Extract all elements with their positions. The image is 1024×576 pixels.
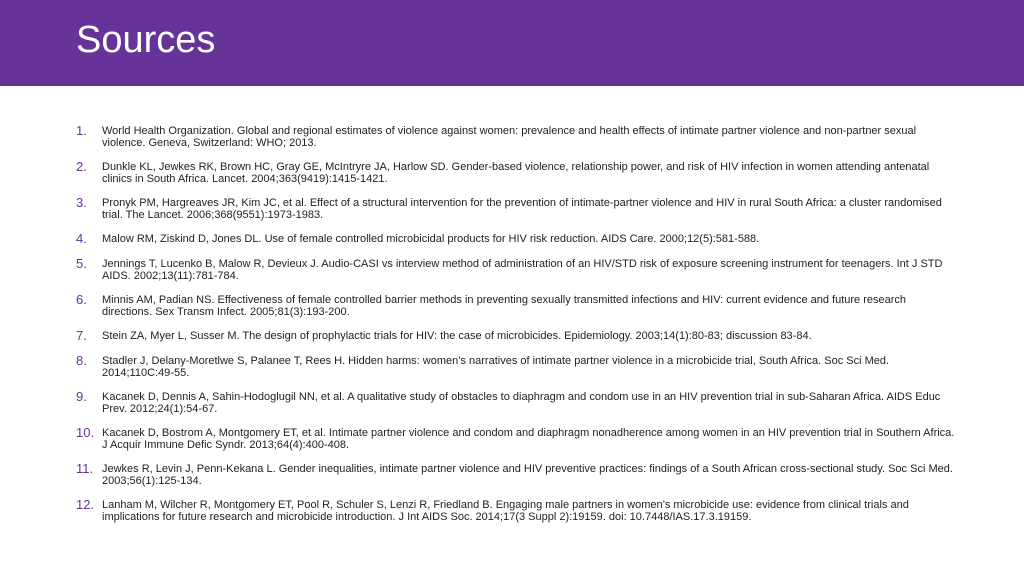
reference-item <box>76 327 956 343</box>
reference-text: Malow RM, Ziskind D, Jones DL. Use of female controlled microbicidal products for HIV risk reduction. AIDS Care. 2000;12(5):581-588. <box>102 233 760 245</box>
reference-text: World Health Organization. Global and regional estimates of violence against women: prevalence and health effects of intimate partner violence and non-partner sexual violence. Geneva, Switzerland: WHO; 2013. <box>102 125 917 149</box>
reference-text: Lanham M, Wilcher R, Montgomery ET, Pool R, Schuler S, Lenzi R, Friedland B. Engaging male partners in women’s microbicide use: evidence from clinical trials and implications for future research and microbicide introduction. J Int AIDS Soc. 2014;17(3 Suppl 2):19159. doi: 10.7448/IAS.17.3.19159. <box>102 499 909 523</box>
reference-text: Minnis AM, Padian NS. Effectiveness of female controlled barrier methods in preventing sexually transmitted infections and HIV: current evidence and future research directions. Sex Transm Infect. 2005;81(3):193-200. <box>102 294 907 318</box>
reference-item <box>76 388 956 415</box>
reference-number: 3. <box>76 195 87 210</box>
reference-item <box>76 460 956 487</box>
reference-number: 12. <box>76 497 95 512</box>
reference-item <box>76 255 956 282</box>
reference-list <box>76 122 956 532</box>
reference-text: Kacanek D, Bostrom A, Montgomery ET, et al. Intimate partner violence and condom and diaphragm nonadherence among women in an HIV prevention trial in Southern Africa. J Acquir Immune Defic Syndr. 2013;64(4):400-408. <box>102 427 955 451</box>
reference-item <box>76 352 956 379</box>
reference-number: 10. <box>76 425 95 440</box>
reference-text: Stein ZA, Myer L, Susser M. The design of prophylactic trials for HIV: the case of microbicides. Epidemiology. 2003;14(1):80-83; discussion 83-84. <box>102 330 812 342</box>
reference-text: Kacanek D, Dennis A, Sahin-Hodoglugil NN, et al. A qualitative study of obstacles to diaphragm and condom use in an HIV prevention trial in sub-Saharan Africa. AIDS Educ Prev. 2012;24(1):54-67. <box>102 391 941 415</box>
reference-number: 11. <box>76 461 94 476</box>
title-bar <box>0 0 1024 86</box>
reference-number: 4. <box>76 231 87 246</box>
reference-item <box>76 194 956 221</box>
reference-item <box>76 424 956 451</box>
reference-item <box>76 158 956 185</box>
reference-text: Dunkle KL, Jewkes RK, Brown HC, Gray GE, McIntryre JA, Harlow SD. Gender-based violence, relationship power, and risk of HIV infection in women attending antenatal clinics in South Africa. Lancet. 2004;363(9419):1415-1421. <box>102 161 930 185</box>
reference-number: 5. <box>76 256 87 271</box>
reference-number: 7. <box>76 328 87 343</box>
reference-text: Stadler J, Delany-Moretlwe S, Palanee T, Rees H. Hidden harms: women’s narratives of intimate partner violence in a microbicide trial, South Africa. Soc Sci Med. 2014;110C:49-55. <box>102 355 890 379</box>
reference-item <box>76 122 956 149</box>
reference-number: 6. <box>76 292 87 307</box>
slide-title: Sources <box>76 19 216 61</box>
reference-item <box>76 291 956 318</box>
reference-item <box>76 496 956 523</box>
reference-item <box>76 230 956 246</box>
reference-text: Jennings T, Lucenko B, Malow R, Devieux J. Audio-CASI vs interview method of administration of an HIV/STD risk of exposure screening instrument for teenagers. Int J STD AIDS. 2002;13(11):781-784. <box>102 258 943 282</box>
reference-text: Jewkes R, Levin J, Penn-Kekana L. Gender inequalities, intimate partner violence and HIV preventive practices: findings of a South African cross-sectional study. Soc Sci Med. 2003;56(1):125-134. <box>102 463 953 487</box>
reference-number: 1. <box>76 123 87 138</box>
reference-text: Pronyk PM, Hargreaves JR, Kim JC, et al. Effect of a structural intervention for the prevention of intimate-partner violence and HIV in rural South Africa: a cluster randomised trial. The Lancet. 2006;368(9551):1973-1983. <box>102 197 942 221</box>
reference-number: 2. <box>76 159 87 174</box>
reference-number: 8. <box>76 353 87 368</box>
reference-number: 9. <box>76 389 87 404</box>
